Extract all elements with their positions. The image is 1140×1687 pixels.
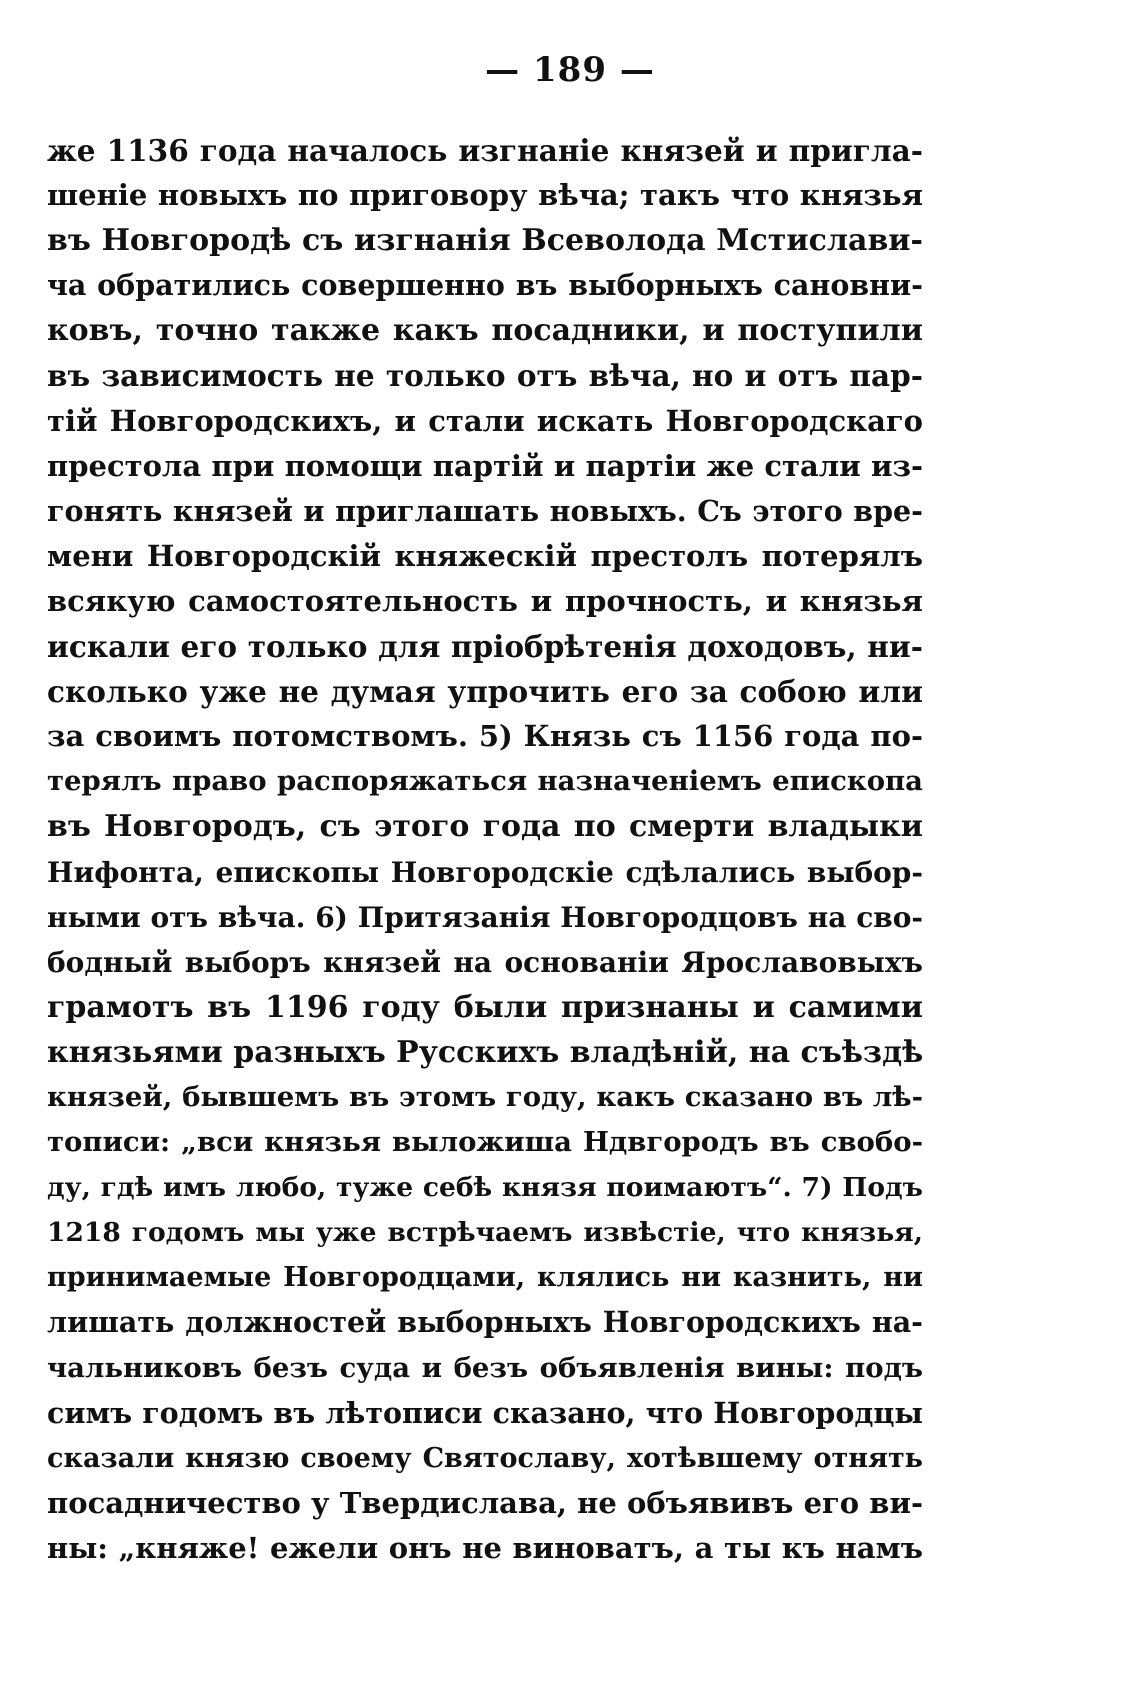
text-line: шеніе новыхъ по приговору вѣча; такъ что князья [47,178,923,213]
text-line: князьями разныхъ Русскихъ владѣній, на съѣздѣ [47,1034,924,1070]
text-line: гонять князей и приглашать новыхъ. Съ этого вре- [47,493,923,528]
text-line: ными отъ вѣча. 6) Притязанія Новгородцовъ на сво- [47,900,923,934]
text-line: 1218 годомъ мы уже встрѣчаемъ извѣстіе, что князья, [47,1217,923,1249]
text-line: ковъ, точно также какъ посадники, и поступили [47,313,923,349]
text-line: всякую самостоятельность и прочность, и князья [47,583,923,618]
text-line: принимаемые Новгородцами, клялись ни казнить, ни [47,1262,923,1294]
body-text [47,128,923,1571]
text-line: сколько уже не думая упрочить его за собою или [47,674,923,710]
text-line: въ Новгородъ, съ этого года по смерти владыки [47,809,923,845]
text-line: престола при помощи партій и партіи же стали из- [47,448,923,483]
text-line: ны: „княже! ежели онъ не виноватъ, а ты къ намъ [47,1530,923,1565]
text-line: бодный выборъ князей на основаніи Ярославовыхъ [47,945,923,979]
text-line: за своимъ потомствомъ. 5) Князь съ 1156 года по- [47,719,923,754]
text-line: посадничество у Твердислава, не объявивъ его ви- [47,1485,923,1520]
text-line: лишать должностей выборныхъ Новгородскихъ на- [47,1305,923,1340]
text-line: грамотъ въ 1196 году были признаны и самими [47,989,923,1025]
text-line: ча обратились совершенно въ выборныхъ сановни- [47,268,923,303]
text-line: искали его только для пріобрѣтенія доходовъ, ни- [47,629,923,665]
text-line: Нифонта, епископы Новгородскіе сдѣлались выбор- [47,855,923,889]
text-line: симъ годомъ въ лѣтописи сказано, что Новгородцы [47,1395,923,1430]
text-line: въ Новгородѣ съ изгнанія Всеволода Мстислави- [47,223,923,259]
text-line: сказали князю своему Святославу, хотѣвшему отнять [47,1442,923,1474]
text-line: въ зависимость не только отъ вѣча, но и отъ пар- [47,358,923,394]
text-line: терялъ право распоряжаться назначеніемъ епископа [47,765,923,798]
text-line: князей, бывшемъ въ этомъ году, какъ сказано въ лѣ- [47,1080,923,1113]
text-line: чальниковъ безъ суда и безъ объявленія вины: подъ [47,1351,923,1384]
text-line: тописи: „вси князья выложиша Ндвгородъ въ свобо- [47,1126,923,1159]
text-line: же 1136 года началось изгнаніе князей и пригла- [47,133,923,168]
text-line: ду, гдѣ имъ любо, туже себѣ князя поимаютъ“. 7) Подъ [47,1172,923,1204]
text-line: тій Новгородскихъ, и стали искать Новгородскаго [47,403,923,438]
page-number: — 189 — [485,50,655,90]
text-line: мени Новгородскій княжескій престолъ потерялъ [47,538,923,573]
